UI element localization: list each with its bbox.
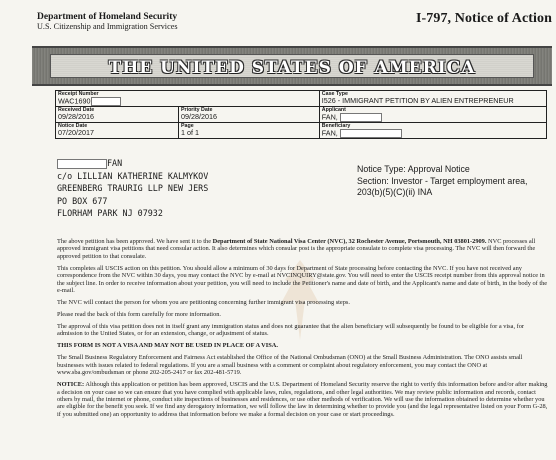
beneficiary-value: FAN, [322, 129, 544, 138]
beneficiary-cell [319, 123, 546, 139]
page-label: Page [181, 123, 194, 129]
notice-section-line2: 203(b)(5)(C)(ii) INA [357, 187, 433, 197]
agency-subname: U.S. Citizenship and Immigration Services [37, 22, 178, 31]
address-line-careof: c/o LILLIAN KATHERINE KALMYKOV [57, 170, 209, 181]
case-info-grid [55, 90, 547, 139]
beneficiary-label: Beneficiary [321, 123, 351, 129]
banner-text: THE UNITED STATES OF AMERICA [108, 58, 476, 78]
agency-name: Department of Homeland Security [37, 12, 178, 22]
case-type-value: I526 - IMMIGRANT PETITION BY ALIEN ENTREPRENEUR [321, 96, 514, 105]
applicant-value: FAN, [322, 113, 544, 122]
notice-date-value: 07/20/2017 [58, 128, 94, 137]
received-date-cell [56, 107, 179, 123]
notice-date-label: Notice Date [58, 123, 88, 129]
banner-engraving [50, 54, 534, 78]
receipt-number-value: WAC1690 [58, 97, 317, 106]
address-line-city: FLORHAM PARK NJ 07932 [57, 208, 163, 219]
form-title: I-797, Notice of Action [415, 11, 552, 26]
applicant-label: Applicant [321, 107, 346, 113]
notice-type-block [357, 164, 549, 199]
paragraph-read-back: Please read the back of this form carefully for more information. [57, 311, 221, 319]
notice-section-line1: Section: Investor - Target employment area, [357, 175, 528, 186]
priority-date-value: 09/28/2016 [181, 112, 217, 121]
paragraph-approved: The above petition has been approved. We have sent it to the Department of State National Visa Center (NVC), 32 Rochester Avenue, Portsmouth, NH 03801-2909. NVC processes all approved immigrant visa petitions that need consular action. It also determines which consular post is the appropriate consulate to complete visa processing. The NVC will then forward the approved petition to that consulate. [57, 238, 536, 260]
notice-date-cell [56, 123, 179, 139]
case-type-cell [319, 91, 546, 107]
banner [32, 46, 552, 86]
received-date-value: 09/28/2016 [58, 112, 94, 121]
address-line-pobox: PO BOX 677 [57, 195, 108, 206]
received-date-label: Received Date [58, 107, 95, 113]
applicant-cell [319, 107, 546, 123]
priority-date-cell [179, 107, 320, 123]
address-line-name: FAN [57, 157, 208, 170]
page-value: 1 of 1 [181, 128, 199, 137]
mailing-address [57, 157, 208, 220]
notice-body [57, 238, 549, 423]
paragraph-nvc-contact: The NVC will contact the person for whom you are petitioning concerning further immigrant visa processing steps. [57, 299, 350, 307]
receipt-number-label: Receipt Number [58, 91, 99, 97]
paragraph-ombudsman: The Small Business Regulatory Enforcement and Fairness Act established the Office of the National Ombudsman (ONO) at the Small Business Administration. The ONO assists small businesses with issues related to federal regulations. If you are a small business with a comment or complaint about regulatory enforcement, you may contact the ONO at www.sba.gov/ombudsman or phone 202-205-2417 or fax 202-481-5719. [57, 354, 523, 377]
case-type-label: Case Type [321, 91, 348, 97]
address-line-firm: GREENBERG TRAURIG LLP NEW JERS [57, 183, 209, 194]
paragraph-no-status: The approval of this visa petition does not in itself grant any immigration status and does not guarantee that the alien beneficiary will subsequently be found to be eligible for a visa, for admission to the United States, or for an extension, change, or adjustment of status. [57, 323, 525, 338]
paragraph-not-a-visa: THIS FORM IS NOT A VISA AND MAY NOT BE USED IN PLACE OF A VISA. [57, 342, 278, 350]
priority-date-label: Priority Date [181, 107, 213, 113]
paragraph-notice: NOTICE: Although this application or petition has been approved, USCIS and the U.S. Department of Homeland Security reserve the right to verify this information before and/or after making a decision on your case so we can ensure that you have complied with applicable laws, rules, regulations, and other legal authorities. We may review public information and records, contact others by mail, the internet or phone, conduct site inspections of businesses and residences, or use other methods of verification. We will use the information obtained to determine whether you are eligible for the benefit you seek. If we find any derogatory information, we will follow the law in determining whether to provide you (and the legal representative listed on your Form G-28, if you submitted one) an opportunity to address that information before we make a formal decision on your case or start proceedings. [57, 381, 548, 418]
page-cell [179, 123, 320, 139]
notice-type: Notice Type: Approval Notice [357, 164, 470, 174]
paragraph-uscis-action: This completes all USCIS action on this petition. You should allow a minimum of 30 days for Department of State processing before contacting the NVC. If you have not received any correspondence from the NVC within 30 days, you may contact the NVC by e-mail at NVCINQUIRY@state.gov. You will need to enter the USCIS receipt number from this approval notice in the subject line. In order to receive information about your petition, you will need to include the Petitioner's name and date of birth, and the Applicant's name and date of birth, in the body of the e-mail. [57, 264, 548, 295]
receipt-number-cell [56, 91, 320, 107]
